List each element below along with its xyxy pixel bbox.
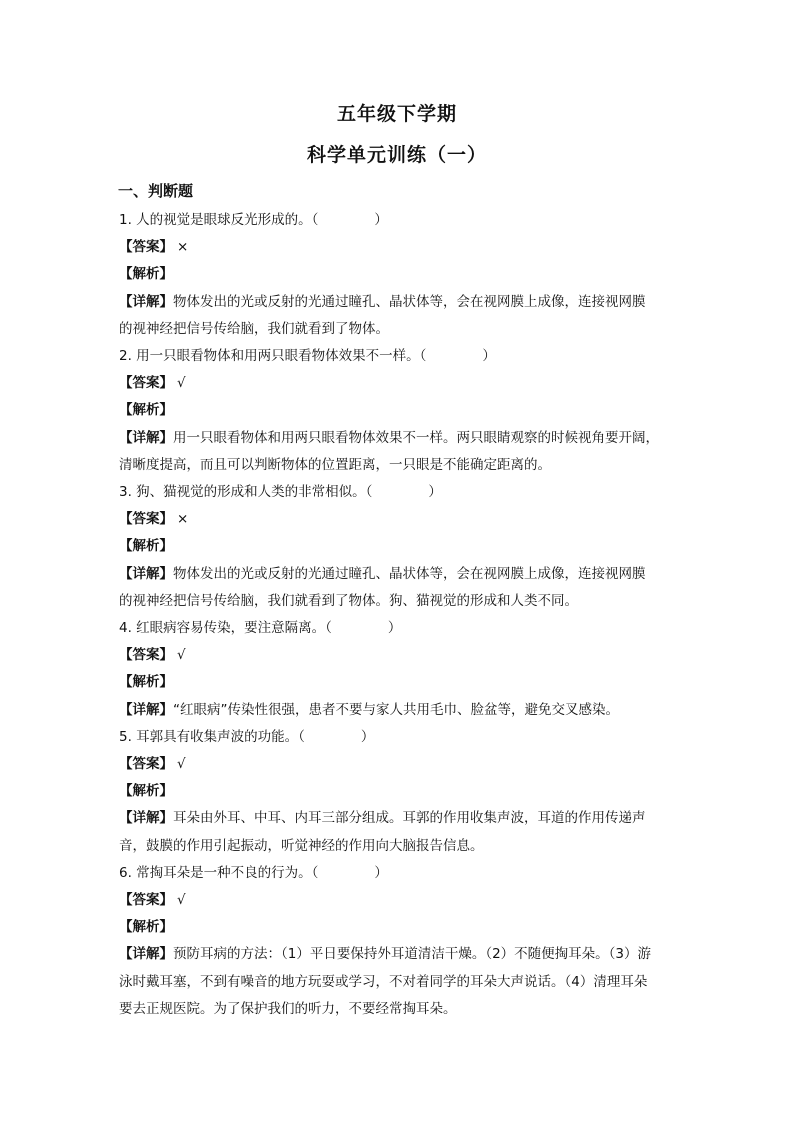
- analysis-label: 【解析】: [119, 402, 173, 419]
- analysis-label: 【解析】: [119, 538, 173, 555]
- question-block: [119, 615, 679, 724]
- detail-label: 【详解】: [119, 701, 173, 718]
- detail-line: [119, 588, 679, 615]
- document-subtitle: 科学单元训练（一）: [306, 144, 487, 166]
- question-block: [119, 479, 679, 615]
- answer-blank: [318, 207, 374, 234]
- question-stem: 6. 常掏耳朵是一种不良的行为。（: [119, 864, 319, 881]
- question-text: [119, 207, 679, 234]
- question-close-paren: ）: [360, 728, 375, 745]
- answer-blank: [426, 343, 482, 370]
- question-close-paren: ）: [482, 348, 496, 365]
- document-title: 五年级下学期: [336, 103, 457, 125]
- detail-line: [119, 941, 679, 968]
- detail-text: 耳朵由外耳、中耳、内耳三部分组成。耳郭的作用收集声波，耳道的作用传递声: [173, 810, 646, 827]
- question-stem: 3. 狗、猫视觉的形成和人类的非常相似。（: [119, 484, 373, 501]
- question-text: [119, 479, 679, 506]
- answer-mark: ×: [177, 511, 189, 528]
- question-text: [119, 615, 679, 642]
- answer-line: [119, 751, 679, 778]
- analysis-label: 【解析】: [119, 674, 173, 691]
- question-close-paren: ）: [374, 212, 388, 228]
- detail-text: 泳时戴耳塞，不到有噪音的地方玩耍或学习，不对着同学的耳朵大声说话。（4）清理耳朵: [119, 973, 648, 990]
- detail-text: 用一只眼看物体和用两只眼看物体效果不一样。两只眼睛观察的时候视角要开阔，: [173, 429, 659, 446]
- answer-label: 【答案】: [119, 756, 173, 773]
- detail-text: “红眼病”传染性很强，患者不要与家人共用毛巾、脸盆等，避免交叉感染。: [173, 701, 619, 718]
- question-stem: 1. 人的视觉是眼球反光形成的。（: [119, 212, 319, 228]
- analysis-label: 【解析】: [119, 266, 173, 283]
- question-block: [119, 343, 679, 479]
- detail-text: 物体发出的光或反射的光通过瞳孔、晶状体等，会在视网膜上成像，连接视网膜: [173, 293, 646, 310]
- detail-line: [119, 561, 679, 588]
- question-text: [119, 343, 679, 370]
- answer-mark: √: [177, 375, 186, 392]
- detail-text: 预防耳病的方法：（1）平日要保持外耳道清洁干燥。（2）不随便掏耳朵。（3）游: [173, 946, 652, 963]
- question-stem: 2. 用一只眼看物体和用两只眼看物体效果不一样。（: [119, 348, 427, 365]
- detail-line: [119, 996, 679, 1023]
- detail-label: 【详解】: [119, 565, 173, 582]
- detail-label: 【详解】: [119, 293, 173, 310]
- question-block: [119, 724, 679, 860]
- detail-line: [119, 833, 679, 860]
- answer-label: 【答案】: [119, 375, 173, 392]
- answer-blank: [332, 615, 388, 642]
- answer-label: 【答案】: [119, 892, 173, 909]
- detail-text: 的视神经把信号传给脑，我们就看到了物体。: [119, 320, 389, 337]
- answer-blank: [318, 860, 374, 887]
- detail-text: 音，鼓膜的作用引起振动，听觉神经的作用向大脑报告信息。: [119, 837, 484, 854]
- question-text: [119, 860, 679, 887]
- question-block: [119, 207, 679, 343]
- detail-text: 要去正规医院。为了保护我们的听力，不要经常掏耳朵。: [119, 1000, 457, 1017]
- answer-mark: √: [177, 756, 186, 773]
- detail-line: [119, 969, 679, 996]
- detail-label: 【详解】: [119, 946, 173, 963]
- detail-line: [119, 805, 679, 832]
- answer-blank: [305, 724, 361, 751]
- question-stem: 5. 耳郭具有收集声波的功能。（: [119, 728, 305, 745]
- analysis-label: 【解析】: [119, 783, 173, 800]
- answer-label: 【答案】: [119, 511, 173, 528]
- detail-line: [119, 289, 679, 316]
- question-close-paren: ）: [374, 864, 388, 881]
- answer-line: [119, 370, 679, 397]
- detail-label: 【详解】: [119, 429, 173, 446]
- question-text: [119, 724, 679, 751]
- detail-line: [119, 316, 679, 343]
- answer-line: [119, 642, 679, 669]
- question-stem: 4. 红眼病容易传染，要注意隔离。（: [119, 620, 332, 637]
- answer-mark: √: [177, 892, 186, 909]
- answer-mark: √: [177, 647, 186, 664]
- section-title: 一、判断题: [118, 182, 194, 200]
- detail-text: 物体发出的光或反射的光通过瞳孔、晶状体等，会在视网膜上成像，连接视网膜: [173, 565, 646, 582]
- detail-label: 【详解】: [119, 810, 173, 827]
- detail-line: [119, 452, 679, 479]
- answer-line: [119, 234, 679, 261]
- detail-line: [119, 697, 679, 724]
- answer-line: [119, 887, 679, 914]
- answer-blank: [372, 479, 428, 506]
- detail-text: 清晰度提高，而且可以判断物体的位置距离，一只眼是不能确定距离的。: [119, 456, 551, 473]
- question-list: [119, 207, 679, 1023]
- detail-line: [119, 425, 679, 452]
- question-close-paren: ）: [428, 484, 442, 501]
- answer-label: 【答案】: [119, 647, 173, 664]
- answer-label: 【答案】: [119, 239, 173, 256]
- question-close-paren: ）: [387, 620, 402, 637]
- detail-text: 的视神经把信号传给脑，我们就看到了物体。狗、猫视觉的形成和人类不同。: [119, 592, 578, 609]
- question-block: [119, 860, 679, 1023]
- answer-line: [119, 506, 679, 533]
- answer-mark: ×: [177, 239, 189, 256]
- analysis-label: 【解析】: [119, 919, 173, 936]
